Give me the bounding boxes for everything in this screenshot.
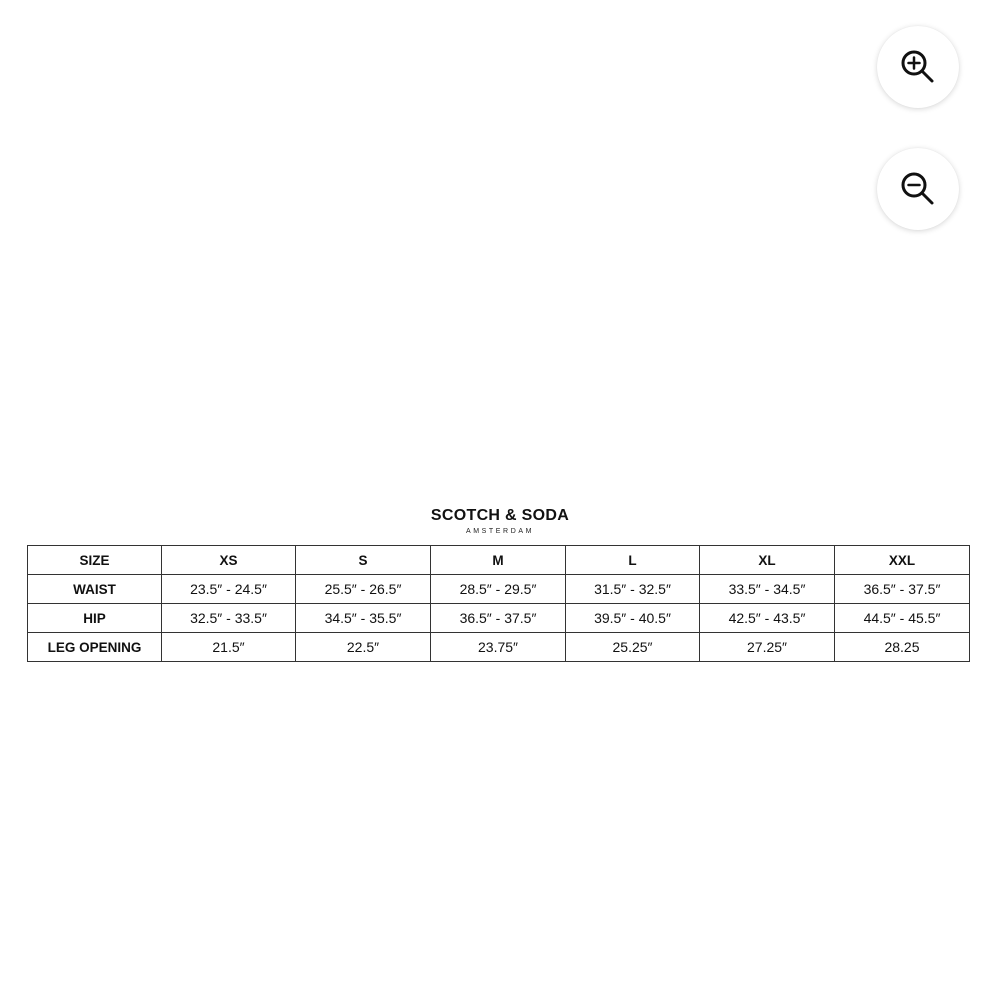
row-label: HIP [28, 604, 162, 633]
header-cell: M [431, 546, 566, 575]
table-cell: 28.25 [835, 633, 970, 662]
zoom-in-button[interactable] [877, 26, 959, 108]
table-header-row [28, 546, 970, 575]
table-cell: 36.5″ - 37.5″ [835, 575, 970, 604]
row-label: WAIST [28, 575, 162, 604]
table-row-waist [28, 575, 970, 604]
table-cell: 28.5″ - 29.5″ [431, 575, 566, 604]
table-cell: 33.5″ - 34.5″ [700, 575, 835, 604]
table-cell: 27.25″ [700, 633, 835, 662]
table-cell: 23.5″ - 24.5″ [162, 575, 296, 604]
header-cell: XL [700, 546, 835, 575]
row-label: LEG OPENING [28, 633, 162, 662]
header-cell: XS [162, 546, 296, 575]
header-cell: S [296, 546, 431, 575]
table-row-leg-opening [28, 633, 970, 662]
table-cell: 22.5″ [296, 633, 431, 662]
header-cell: L [566, 546, 700, 575]
size-chart-table [27, 545, 970, 662]
table-cell: 21.5″ [162, 633, 296, 662]
table-row-hip [28, 604, 970, 633]
header-cell: SIZE [28, 546, 162, 575]
table-cell: 23.75″ [431, 633, 566, 662]
zoom-in-icon [898, 47, 938, 87]
brand-logo [0, 506, 1000, 536]
table-cell: 25.25″ [566, 633, 700, 662]
table-cell: 34.5″ - 35.5″ [296, 604, 431, 633]
table-cell: 32.5″ - 33.5″ [162, 604, 296, 633]
brand-subtitle: AMSTERDAM [465, 528, 535, 535]
table-cell: 31.5″ - 32.5″ [566, 575, 700, 604]
table-cell: 36.5″ - 37.5″ [431, 604, 566, 633]
zoom-out-icon [898, 169, 938, 209]
table-cell: 39.5″ - 40.5″ [566, 604, 700, 633]
brand-name: SCOTCH & SODA [430, 507, 570, 524]
table-cell: 44.5″ - 45.5″ [835, 604, 970, 633]
table-cell: 25.5″ - 26.5″ [296, 575, 431, 604]
header-cell: XXL [835, 546, 970, 575]
zoom-out-button[interactable] [877, 148, 959, 230]
table-cell: 42.5″ - 43.5″ [700, 604, 835, 633]
